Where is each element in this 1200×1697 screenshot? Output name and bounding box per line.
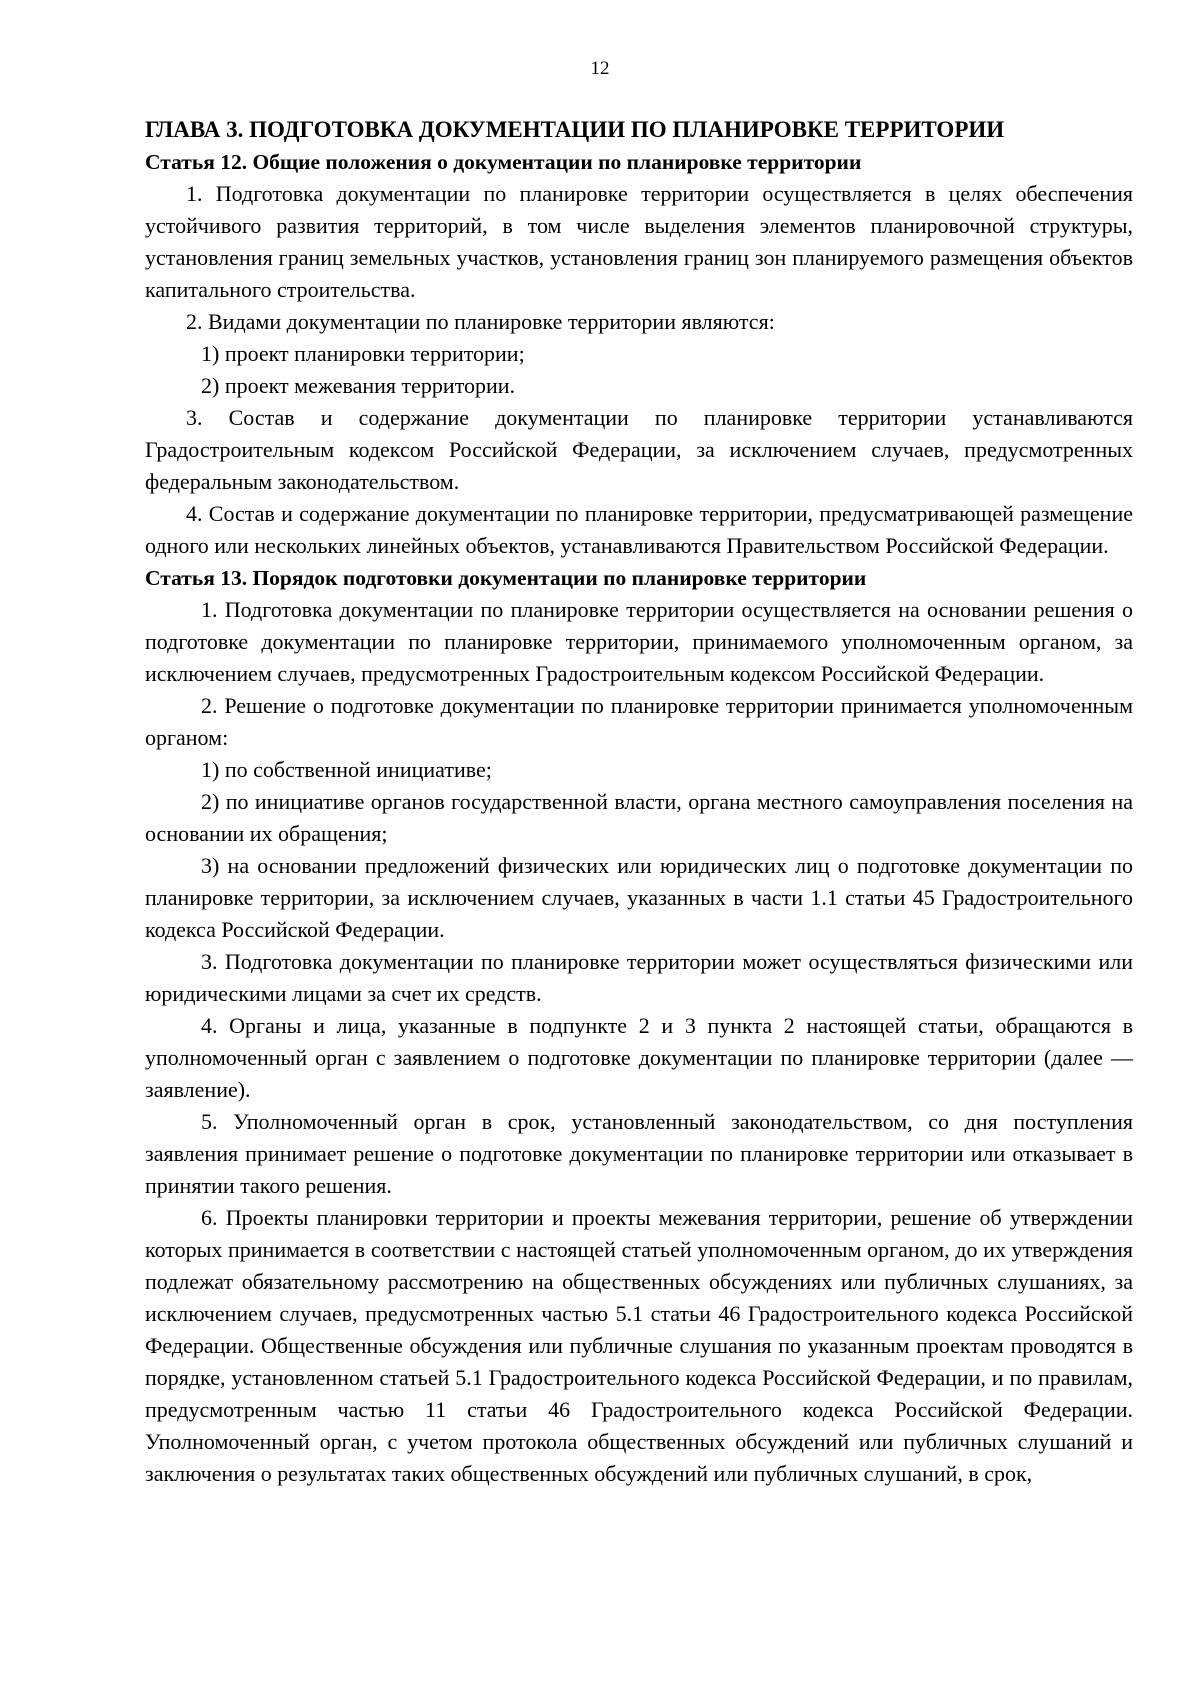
page-number: 12: [590, 58, 610, 79]
article-13-title: Статья 13. Порядок подготовки документации по планировке территории: [145, 566, 867, 590]
article-12-paragraph-4: 4. Состав и содержание документации по планировке территории, предусматривающей размещение одного или нескольких линейных объектов, устанавливаются Правительством Российской Федерации.: [145, 501, 1133, 558]
article-12-subitem-1: 1) проект планировки территории;: [201, 341, 525, 366]
article-13-paragraph-2: 2. Решение о подготовке документации по планировке территории принимается уполномоченным органом:: [145, 693, 1133, 750]
article-12-paragraph-1: 1. Подготовка документации по планировке территории осуществляется в целях обеспечения устойчивого развития территорий, в том числе выделения элементов планировочной структуры, установления границ земельных участков, установления границ зон планируемого размещения объектов капитального строительства.: [145, 181, 1133, 302]
document-body: [145, 114, 1133, 1490]
article-13-subitem-3: 3) на основании предложений физических или юридических лиц о подготовке документации по планировке территории, за исключением случаев, указанных в части 1.1 статьи 45 Градостроительного кодекса Российской Федерации.: [145, 853, 1133, 942]
article-13-paragraph-5: 5. Уполномоченный орган в срок, установленный законодательством, со дня поступления заявления принимает решение о подготовке документации по планировке территории или отказывает в принятии такого решения.: [145, 1109, 1133, 1198]
article-12-subitem-2: 2) проект межевания территории.: [201, 373, 516, 398]
article-12-paragraph-3: 3. Состав и содержание документации по планировке территории устанавливаются Градостроительным кодексом Российской Федерации, за исключением случаев, предусмотренных федеральным законодательством.: [145, 405, 1133, 494]
article-12-paragraph-2: 2. Видами документации по планировке территории являются:: [186, 309, 775, 334]
article-12-title: Статья 12. Общие положения о документации по планировке территории: [145, 150, 862, 174]
article-13-subitem-2: 2) по инициативе органов государственной власти, органа местного самоуправления поселения на основании их обращения;: [145, 789, 1133, 846]
article-13-subitem-1: 1) по собственной инициативе;: [201, 757, 492, 782]
article-13-paragraph-3: 3. Подготовка документации по планировке территории может осуществляться физическими или юридическими лицами за счет их средств.: [145, 949, 1133, 1006]
article-13-paragraph-1: 1. Подготовка документации по планировке территории осуществляется на основании решения о подготовке документации по планировке территории, принимаемого уполномоченным органом, за исключением случаев, предусмотренных Градостроительным кодексом Российской Федерации.: [145, 597, 1133, 686]
chapter-title: ГЛАВА 3. ПОДГОТОВКА ДОКУМЕНТАЦИИ ПО ПЛАНИРОВКЕ ТЕРРИТОРИИ: [145, 117, 1005, 142]
article-13-paragraph-6: 6. Проекты планировки территории и проекты межевания территории, решение об утверждении которых принимается в соответствии с настоящей статьей уполномоченным органом, до их утверждения подлежат обязательному рассмотрению на общественных обсуждениях или публичных слушаниях, за исключением случаев, предусмотренных частью 5.1 статьи 46 Градостроительного кодекса Российской Федерации. Общественные обсуждения или публичные слушания по указанным проектам проводятся в порядке, установленном статьей 5.1 Градостроительного кодекса Российской Федерации, и по правилам, предусмотренным частью 11 статьи 46 Градостроительного кодекса Российской Федерации. Уполномоченный орган, с учетом протокола общественных обсуждений или публичных слушаний и заключения о результатах таких общественных обсуждений или публичных слушаний, в срок,: [145, 1205, 1133, 1486]
article-13-paragraph-4: 4. Органы и лица, указанные в подпункте 2 и 3 пункта 2 настоящей статьи, обращаются в уполномоченный орган с заявлением о подготовке документации по планировке территории (далее — заявление).: [145, 1013, 1133, 1102]
